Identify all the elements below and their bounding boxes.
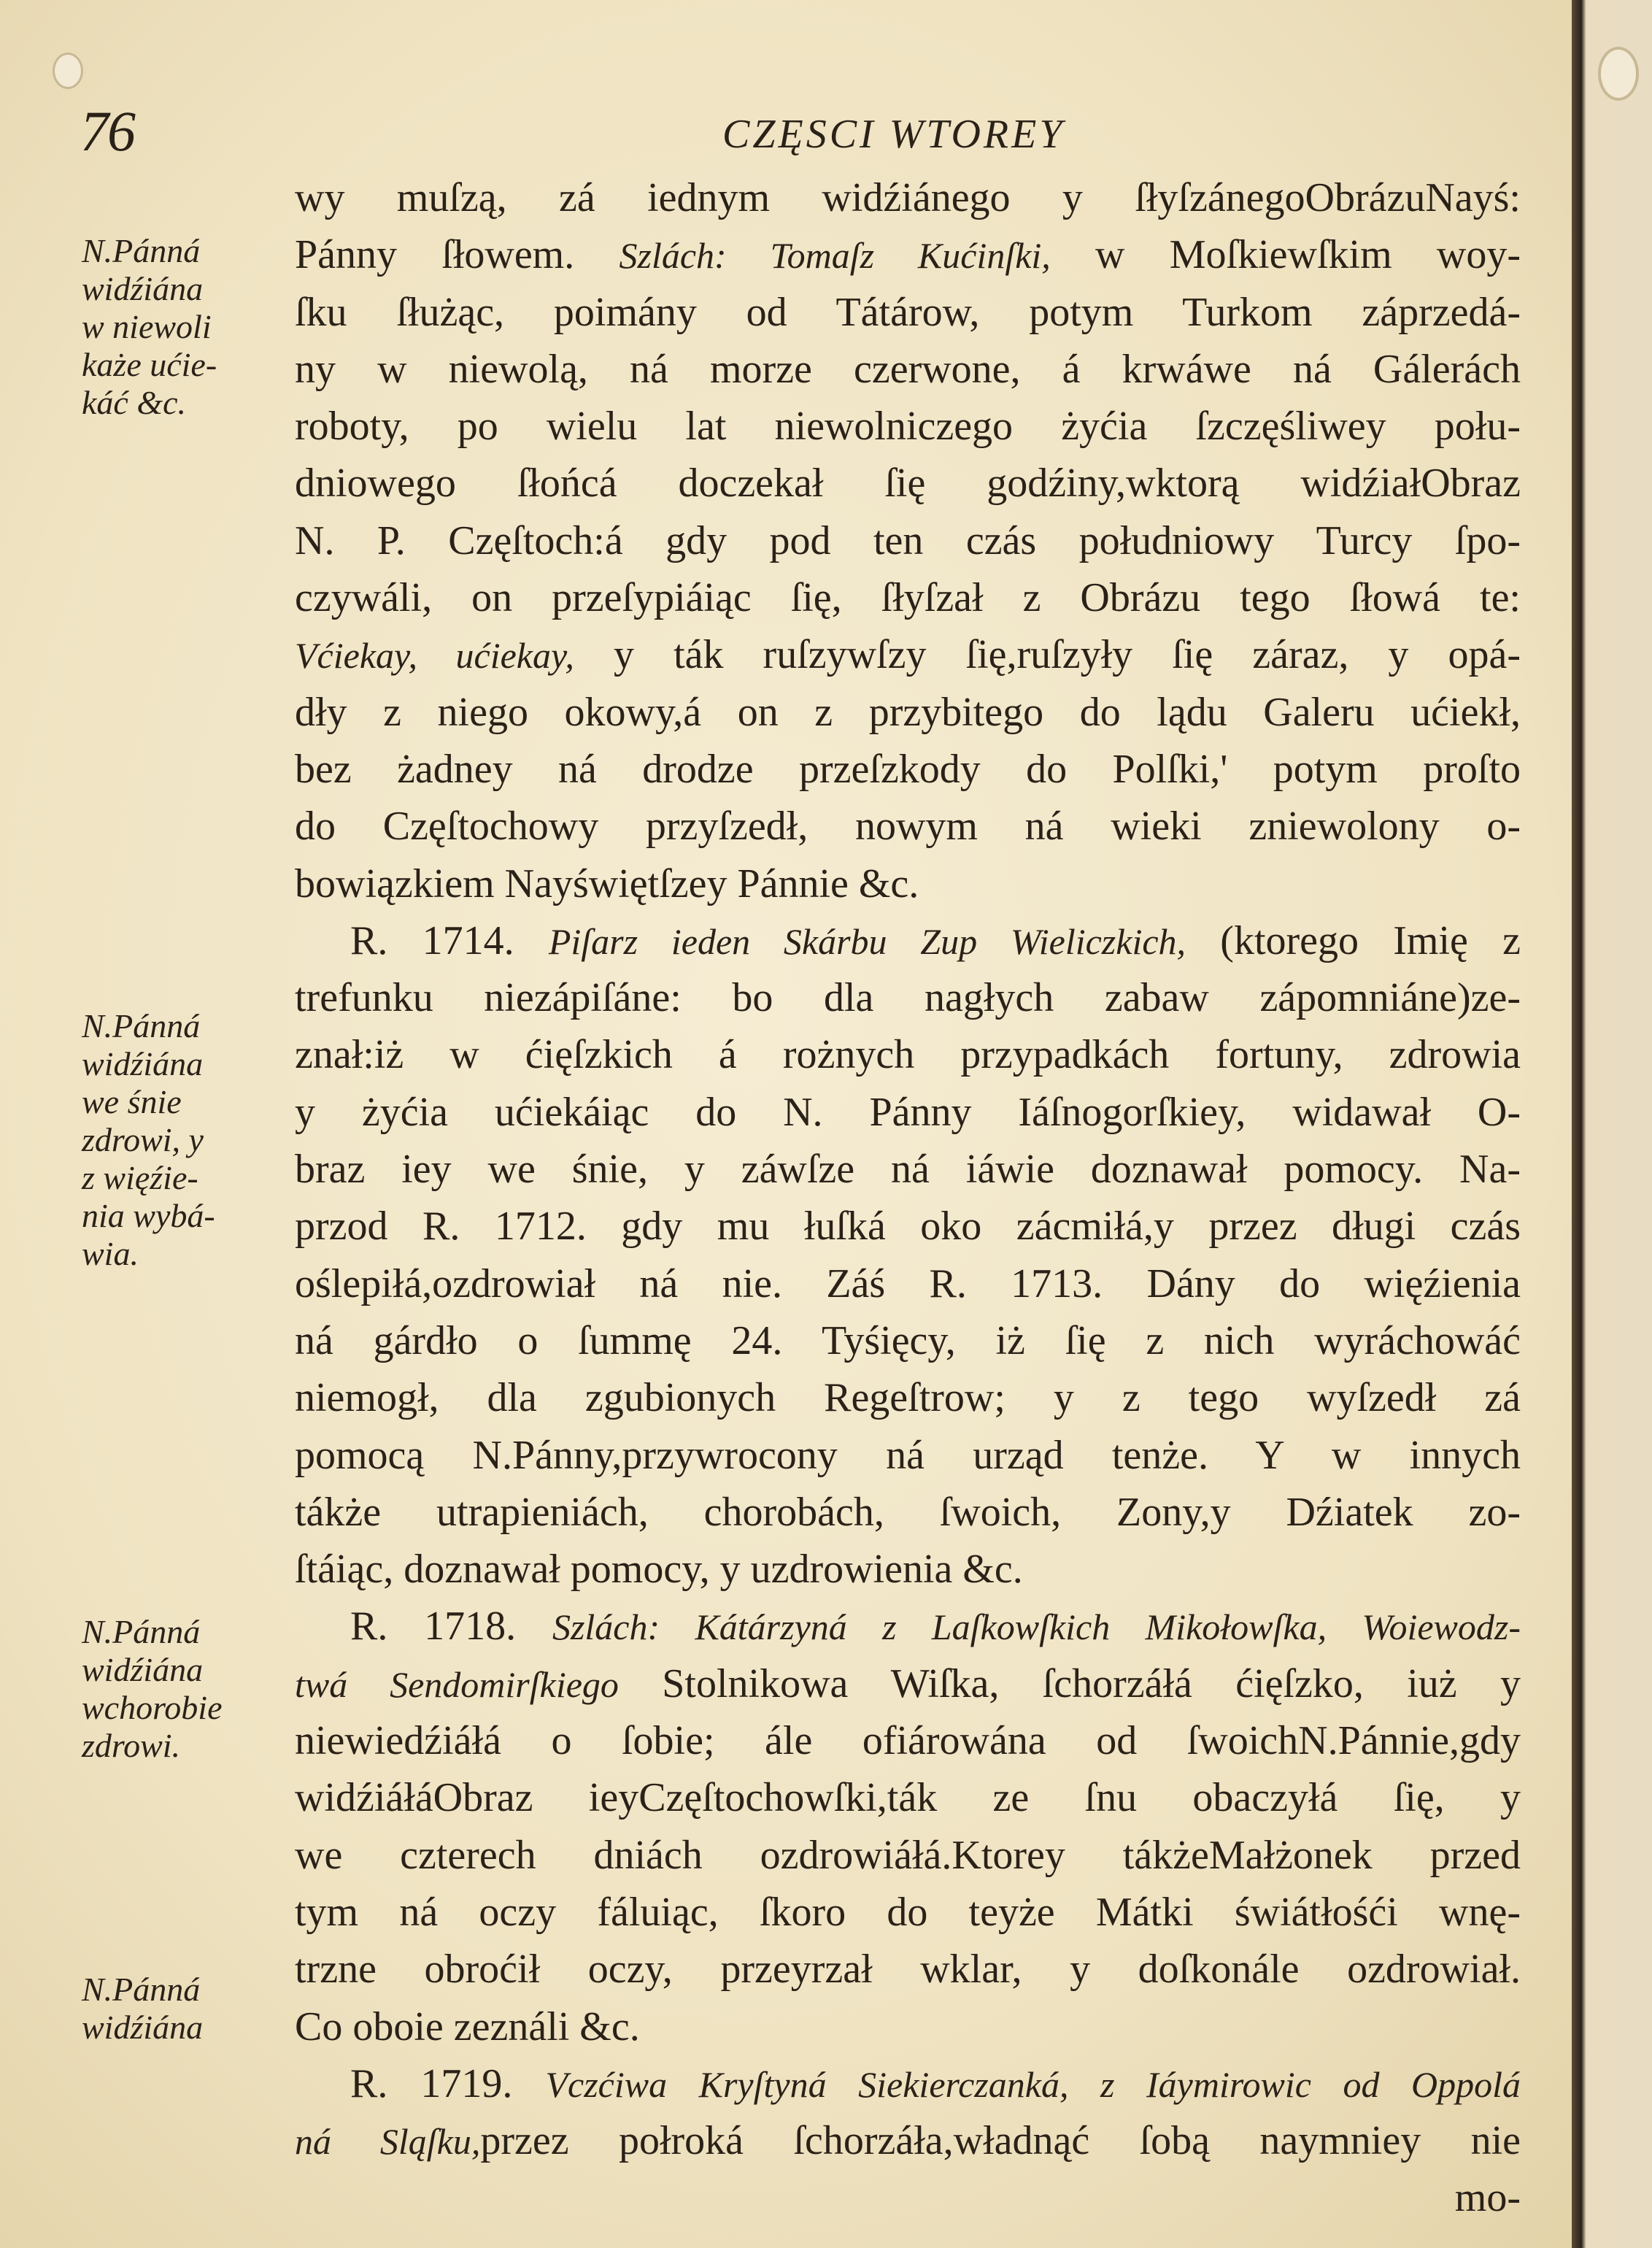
text-run: Stolnikowa Wiſka, ſchorzáłá ćięſzko, iuż y xyxy=(618,1660,1521,1706)
text-run: trefunku niezápiſáne: bo dla nagłych zabaw zápomniáne)ze- xyxy=(295,975,1521,1021)
margin-note-line: N.Pánná xyxy=(82,232,201,269)
text-run: znał:iż w ćięſzkich á rożnych przypadkách fortuny, zdrowia xyxy=(295,1032,1521,1078)
text-line xyxy=(295,741,1521,798)
text-run: twá Sendomirſkiego xyxy=(295,1663,619,1705)
text-line xyxy=(295,1312,1521,1369)
binding-hole-left-icon xyxy=(53,53,83,89)
binding-hole-right-icon xyxy=(1598,47,1639,101)
adjacent-page-edge xyxy=(1572,0,1652,2248)
text-line xyxy=(295,169,1521,226)
text-line xyxy=(295,1541,1521,1598)
text-run: (ktorego Imię z xyxy=(1186,917,1521,963)
text-run: oślepiłá,ozdrowiał ná nie. Záś R. 1713. Dány do więźienia xyxy=(295,1260,1521,1306)
text-run: ná Sląſku, xyxy=(295,2121,481,2163)
text-run: bez żadney ná drodze przeſzkody do Polſki,' potym proſto xyxy=(295,746,1521,792)
margin-note-line: każe ućie- xyxy=(82,346,217,383)
text-line xyxy=(295,1141,1521,1198)
text-run: dniowego ſłońcá doczekał ſię godźiny,wktorą widźiałObraz xyxy=(295,461,1521,507)
text-run: R. 1714. xyxy=(350,917,549,963)
text-run: Vczćiwa Kryſtyná Siekierczanká, z Iáymirowic od Oppolá xyxy=(545,2063,1521,2105)
text-run: Co oboie zeználi &c. xyxy=(295,2003,640,2049)
text-line xyxy=(295,2055,1521,2112)
text-line xyxy=(295,1598,1521,1655)
margin-note-line: w niewoli xyxy=(82,308,212,345)
running-head: CZĘSCI WTOREY xyxy=(722,112,1065,157)
body-text xyxy=(295,169,1521,2227)
margin-note xyxy=(82,1007,293,1273)
text-line xyxy=(295,1712,1521,1769)
margin-note-line: zdrowi, y xyxy=(82,1121,204,1158)
text-line xyxy=(295,1884,1521,1941)
text-line xyxy=(295,226,1521,283)
text-run: Pánny ſłowem. xyxy=(295,232,620,278)
text-run: R. 1718. xyxy=(350,1604,552,1650)
margin-note-line: widźiána xyxy=(82,1651,204,1688)
margin-note-line: káć &c. xyxy=(82,384,187,421)
text-run: tym ná oczy fáluiąc, ſkoro do teyże Mátki świátłośći wnę- xyxy=(295,1889,1521,1935)
text-run: w Moſkiewſkim woy- xyxy=(1050,232,1521,278)
text-run: Szlách: Tomaſz Kućinſki, xyxy=(619,235,1051,277)
text-line xyxy=(295,1827,1521,1884)
text-run: niewiedźiáłá o ſobie; ále ofiárowána od ſwoichN.Pánnie,gdy xyxy=(295,1718,1521,1764)
margin-note-line: wchorobie xyxy=(82,1689,223,1726)
text-run: czywáli, on przeſypiáiąc ſię, ſłyſzał z Obrázu tego ſłowá te: xyxy=(295,575,1521,621)
margin-note-line: nia wybá- xyxy=(82,1197,215,1234)
text-run: Vćiekay, ućiekay, xyxy=(295,635,574,677)
text-line xyxy=(295,1026,1521,1083)
text-run: Szlách: Kátárzyná z Laſkowſkich Mikołowſka, Woiewodz- xyxy=(552,1606,1521,1648)
text-line xyxy=(295,798,1521,855)
text-line xyxy=(295,1255,1521,1312)
text-run: roboty, po wielu lat niewolniczego żyćia ſzczęśliwey połu- xyxy=(295,404,1521,450)
text-run: y ták ruſzywſzy ſię,ruſzyły ſię záraz, y opá- xyxy=(574,632,1521,678)
text-run: wy muſzą, zá iednym widźiánego y ſłyſzánegoObrázuNayś: xyxy=(295,175,1521,220)
margin-note-line: widźiána xyxy=(82,270,204,307)
margin-note xyxy=(82,1613,293,1765)
text-line xyxy=(295,398,1521,455)
text-line xyxy=(295,1198,1521,1255)
text-run: ny w niewolą, ná morze czerwone, á krwáwe ná Gálerách xyxy=(295,346,1521,392)
text-run: trzne obroćił oczy, przeyrzał wklar, y doſkonále ozdrowiał. xyxy=(295,1947,1521,1993)
margin-note xyxy=(82,1971,293,2047)
margin-note-line: N.Pánná xyxy=(82,1007,201,1044)
page-number: 76 xyxy=(80,99,134,163)
text-line xyxy=(295,2169,1521,2226)
margin-note-line: we śnie xyxy=(82,1083,182,1120)
text-line xyxy=(295,1655,1521,1712)
text-line xyxy=(295,855,1521,912)
text-run: bowiązkiem Nayświętſzey Pánnie &c. xyxy=(295,861,919,906)
text-line xyxy=(295,1998,1521,2055)
text-line xyxy=(295,569,1521,626)
text-line xyxy=(295,1427,1521,1484)
text-run: przod R. 1712. gdy mu łuſká oko zácmiłá,y przez długi czás xyxy=(295,1204,1521,1250)
text-line xyxy=(295,1369,1521,1426)
text-run: ſku ſłużąc, poimány od Tátárow, potym Turkom záprzedá- xyxy=(295,289,1521,335)
text-run: ná gárdło o ſummę 24. Tyśięcy, iż ſię z nich wyráchowáć xyxy=(295,1317,1521,1363)
text-line xyxy=(295,512,1521,569)
text-line xyxy=(295,284,1521,341)
text-run: braz iey we śnie, y záwſze ná iáwie doznawał pomocy. Na- xyxy=(295,1147,1521,1193)
text-run: we czterech dniách ozdrowiáłá.Ktorey tákżeMałżonek przed xyxy=(295,1832,1521,1878)
text-line xyxy=(295,1484,1521,1541)
text-line xyxy=(295,684,1521,741)
text-line xyxy=(295,455,1521,512)
margin-note-line: wia. xyxy=(82,1235,139,1272)
text-run: niemogł, dla zgubionych Regeſtrow; y z tego wyſzedł zá xyxy=(295,1375,1521,1421)
text-run: ſtáiąc, doznawał pomocy, y uzdrowienia &c. xyxy=(295,1547,1023,1593)
text-run: R. 1719. xyxy=(350,2060,546,2106)
text-line xyxy=(295,1941,1521,1998)
text-run: Piſarz ieden Skárbu Zup Wieliczkich, xyxy=(548,920,1186,962)
margin-note-line: widźiána xyxy=(82,2009,204,2046)
text-line xyxy=(295,1084,1521,1141)
text-run: do Częſtochowy przyſzedł, nowym ná wieki zniewolony o- xyxy=(295,804,1521,850)
margin-note xyxy=(82,232,293,422)
margin-note-line: zdrowi. xyxy=(82,1727,181,1764)
text-line xyxy=(295,2112,1521,2169)
text-line xyxy=(295,341,1521,398)
text-run: przez połroká ſchorzáła,władnąć ſobą naymniey nie xyxy=(480,2118,1521,2164)
text-line xyxy=(295,1769,1521,1826)
text-run: y żyćia ućiekáiąc do N. Pánny Iáſnogorſkiey, widawał O- xyxy=(295,1089,1521,1135)
text-line xyxy=(295,912,1521,969)
margin-note-line: widźiána xyxy=(82,1045,204,1082)
text-run: N. P. Częſtoch:á gdy pod ten czás południowy Turcy ſpo- xyxy=(295,517,1521,563)
text-run: pomocą N.Pánny,przywrocony ná urząd tenże. Y w innych xyxy=(295,1432,1521,1478)
text-run: dły z niego okowy,á on z przybitego do lądu Galeru ućiekł, xyxy=(295,689,1521,735)
text-run: widźiáłáObraz ieyCzęſtochowſki,ták ze ſnu obaczyłá ſię, y xyxy=(295,1775,1521,1821)
text-line xyxy=(295,626,1521,683)
text-line xyxy=(295,969,1521,1026)
margin-note-line: N.Pánná xyxy=(82,1613,201,1650)
text-run: mo- xyxy=(1454,2175,1521,2221)
text-run: tákże utrapieniách, chorobách, ſwoich, Zony,y Dźiatek zo- xyxy=(295,1489,1521,1535)
margin-note-line: z więźie- xyxy=(82,1159,198,1196)
margin-note-line: N.Pánná xyxy=(82,1971,201,2008)
